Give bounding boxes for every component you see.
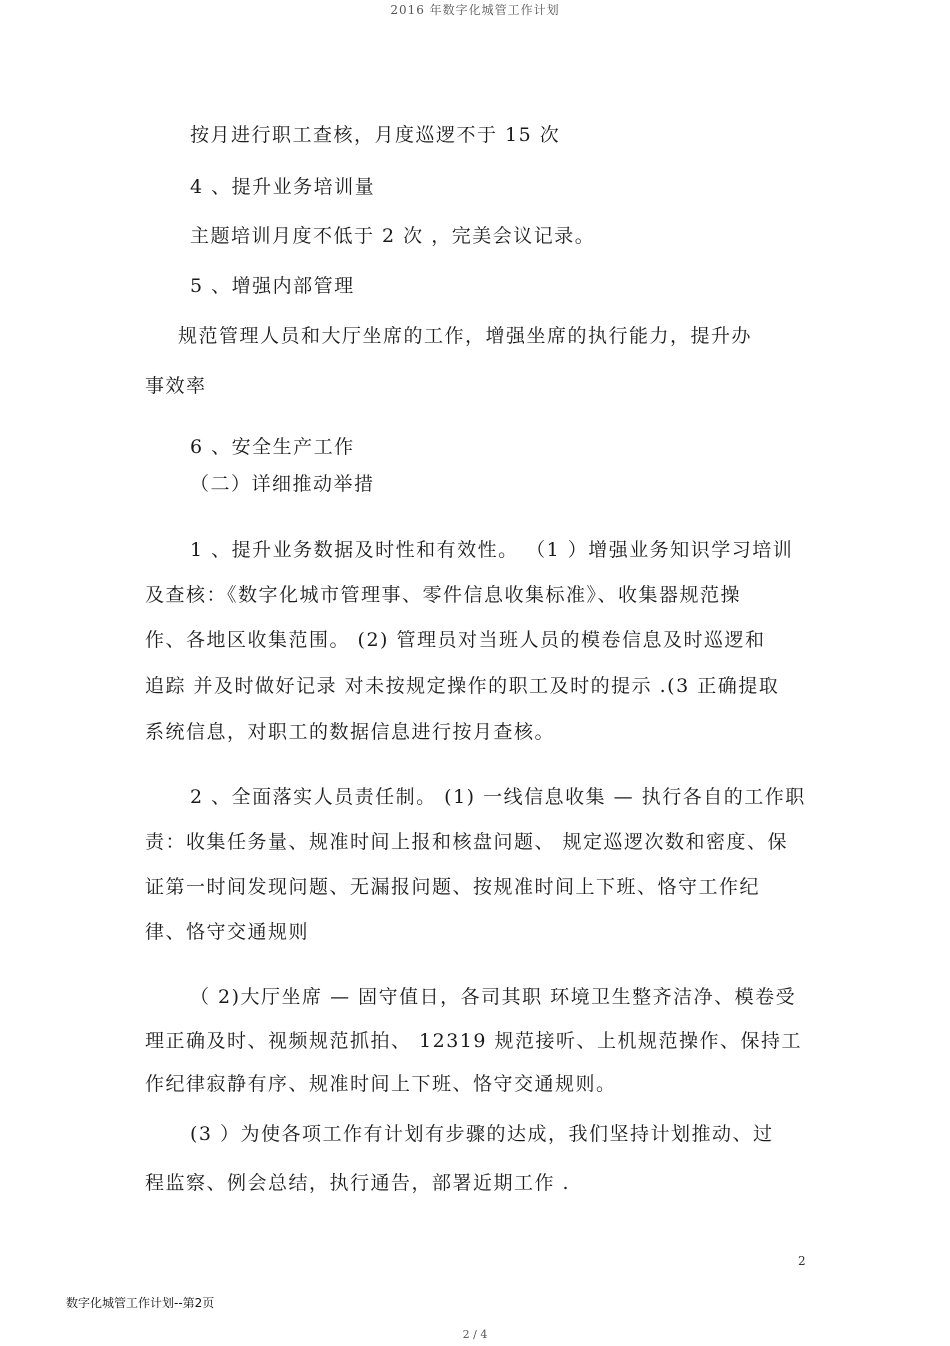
text-line: 程监察、例会总结，执行通告，部署近期工作 . bbox=[145, 1172, 571, 1194]
page-number: 2 bbox=[798, 1254, 806, 1268]
text-line: 5 、增强内部管理 bbox=[190, 275, 355, 297]
text-line: 系统信息，对职工的数据信息进行按月查核。 bbox=[145, 721, 556, 743]
text-line: (3 ）为使各项工作有计划有步骤的达成，我们坚持计划推动、过 bbox=[190, 1123, 774, 1145]
page-count: 2 / 4 bbox=[462, 1328, 488, 1341]
text-line: 理正确及时、视频规范抓拍、 12319 规范接听、上机规范操作、保持工 bbox=[145, 1030, 803, 1052]
text-line: 2 、全面落实人员责任制。 (1) 一线信息收集 — 执行各自的工作职 bbox=[190, 786, 806, 808]
text-line: 及查核：《数字化城市管理事、零件信息收集标准》、收集器规范操 bbox=[145, 584, 742, 606]
text-line: 4 、提升业务培训量 bbox=[190, 176, 376, 198]
text-line: （ 2)大厅坐席 — 固守值日，各司其职 环境卫生整齐洁净、模卷受 bbox=[190, 986, 797, 1008]
page-header: 2016 年数字化城管工作计划 bbox=[390, 3, 560, 17]
text-line: 主题培训月度不低于 2 次 ，完美会议记录。 bbox=[190, 225, 596, 247]
section-heading: （二）详细推动举措 bbox=[190, 473, 375, 495]
text-line: 追踪 并及时做好记录 对未按规定操作的职工及时的提示 .(3 正确提取 bbox=[145, 675, 780, 697]
page-footer: 数字化城管工作计划--第2页 bbox=[66, 1296, 215, 1310]
text-line: 规范管理人员和大厅坐席的工作，增强坐席的执行能力，提升办 bbox=[178, 325, 753, 347]
text-line: 证第一时间发现问题、无漏报问题、按规准时间上下班、恪守工作纪 bbox=[145, 876, 761, 898]
text-line: 律、恪守交通规则 bbox=[145, 921, 310, 943]
text-line: 6 、安全生产工作 bbox=[190, 436, 355, 458]
text-line: 按月进行职工查核，月度巡逻不于 15 次 bbox=[190, 124, 561, 146]
text-line: 责：收集任务量、规准时间上报和核盘问题、 规定巡逻次数和密度、保 bbox=[145, 831, 789, 853]
text-line: 1 、提升业务数据及时性和有效性。 （1 ）增强业务知识学习培训 bbox=[190, 539, 794, 561]
text-line: 事效率 bbox=[145, 375, 207, 397]
text-line: 作、各地区收集范围。 (2) 管理员对当班人员的模卷信息及时巡逻和 bbox=[145, 629, 766, 651]
text-line: 作纪律寂静有序、规准时间上下班、恪守交通规则。 bbox=[145, 1073, 617, 1095]
